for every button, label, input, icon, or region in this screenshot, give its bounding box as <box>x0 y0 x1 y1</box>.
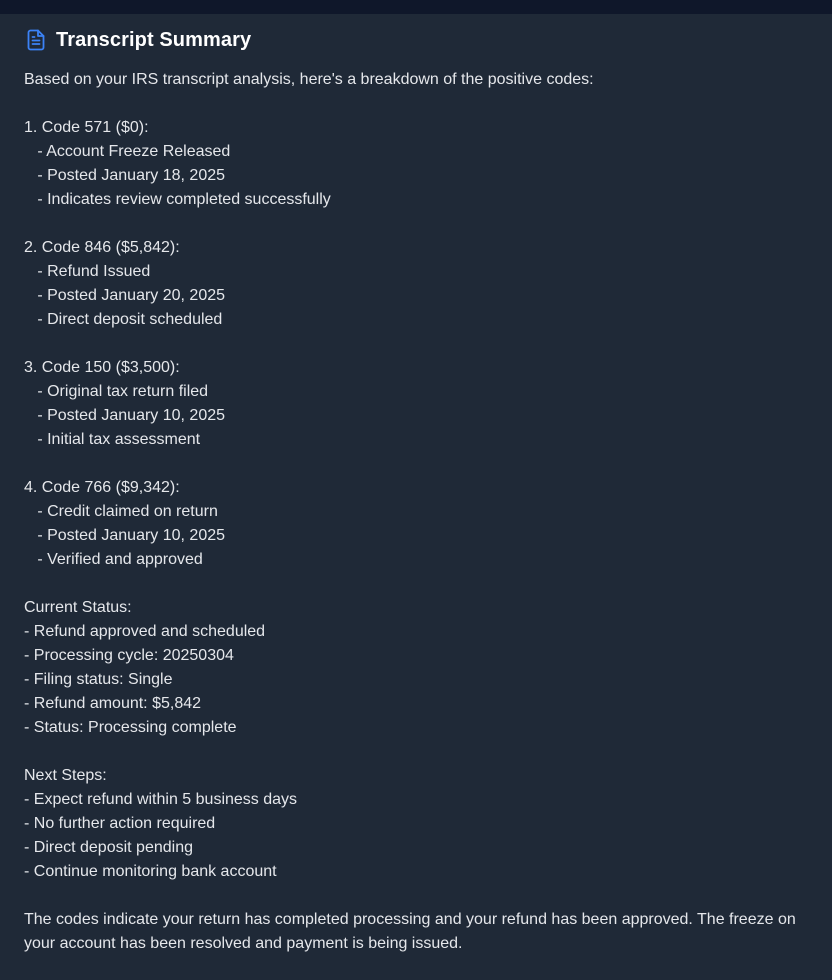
code-block-846 <box>24 236 808 332</box>
status-item: - Refund amount: $5,842 <box>24 695 202 712</box>
next-step-item: - No further action required <box>24 815 216 832</box>
next-step-item: - Continue monitoring bank account <box>24 863 277 880</box>
next-step-item: - Expect refund within 5 business days <box>24 791 298 808</box>
status-item: - Status: Processing complete <box>24 719 237 736</box>
code-detail: - Refund Issued <box>24 263 151 280</box>
conclusion-text: The codes indicate your return has completed processing and your refund has been approved. The freeze on your account has been resolved and payment is being issued. <box>24 911 796 952</box>
status-item: - Refund approved and scheduled <box>24 623 266 640</box>
status-item: - Filing status: Single <box>24 671 173 688</box>
code-detail: - Account Freeze Released <box>24 143 231 160</box>
code-detail: - Verified and approved <box>24 551 203 568</box>
code-block-571 <box>24 116 808 212</box>
code-heading: 1. Code 571 ($0): <box>24 119 149 136</box>
code-block-150 <box>24 356 808 452</box>
code-detail: - Initial tax assessment <box>24 431 201 448</box>
section-heading: Next Steps: <box>24 767 107 784</box>
current-status-section <box>24 596 808 740</box>
transcript-summary-card <box>0 14 832 980</box>
code-detail: - Posted January 18, 2025 <box>24 167 226 184</box>
card-title: Transcript Summary <box>56 28 252 51</box>
code-detail: - Indicates review completed successfully <box>24 191 331 208</box>
code-heading: 3. Code 150 ($3,500): <box>24 359 180 376</box>
code-detail: - Credit claimed on return <box>24 503 218 520</box>
summary-body <box>24 68 808 956</box>
code-block-766 <box>24 476 808 572</box>
next-step-item: - Direct deposit pending <box>24 839 193 856</box>
section-heading: Current Status: <box>24 599 132 616</box>
intro-text: Based on your IRS transcript analysis, here's a breakdown of the positive codes: <box>24 71 594 88</box>
code-detail: - Posted January 10, 2025 <box>24 407 226 424</box>
document-icon <box>24 28 48 52</box>
card-header <box>24 14 808 66</box>
code-detail: - Posted January 10, 2025 <box>24 527 226 544</box>
code-detail: - Direct deposit scheduled <box>24 311 223 328</box>
code-heading: 2. Code 846 ($5,842): <box>24 239 180 256</box>
status-item: - Processing cycle: 20250304 <box>24 647 234 664</box>
code-detail: - Original tax return filed <box>24 383 209 400</box>
next-steps-section <box>24 764 808 884</box>
code-heading: 4. Code 766 ($9,342): <box>24 479 180 496</box>
code-detail: - Posted January 20, 2025 <box>24 287 226 304</box>
